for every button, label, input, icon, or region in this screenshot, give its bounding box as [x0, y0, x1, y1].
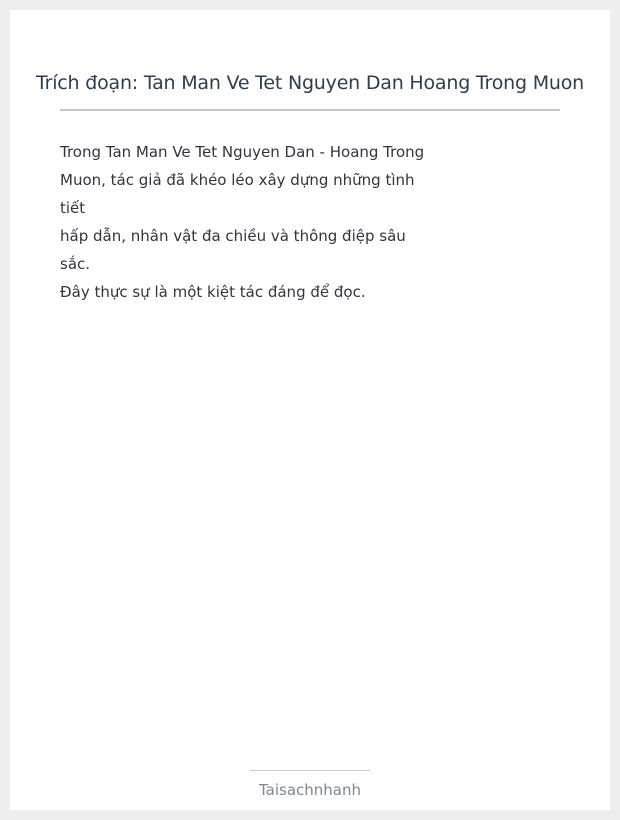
paragraph-line: Muon, tác giả đã khéo léo xây dựng những tình	[60, 171, 415, 189]
footer-divider	[250, 770, 370, 771]
paragraph-line: tiết	[60, 199, 86, 217]
excerpt-paragraph	[60, 138, 440, 306]
document-page	[10, 10, 610, 810]
footer-brand: Taisachnhanh	[258, 781, 362, 799]
paragraph-line: Đây thực sự là một kiệt tác đáng để đọc.	[60, 283, 366, 301]
paragraph-line: Trong Tan Man Ve Tet Nguyen Dan - Hoang Trong	[60, 143, 425, 161]
title-divider	[60, 109, 560, 111]
paragraph-line: sắc.	[60, 255, 91, 273]
paragraph-line: hấp dẫn, nhân vật đa chiều và thông điệp sâu	[60, 227, 406, 245]
page-title: Trích đoạn: Tan Man Ve Tet Nguyen Dan Hoang Trong Muon	[35, 72, 584, 94]
